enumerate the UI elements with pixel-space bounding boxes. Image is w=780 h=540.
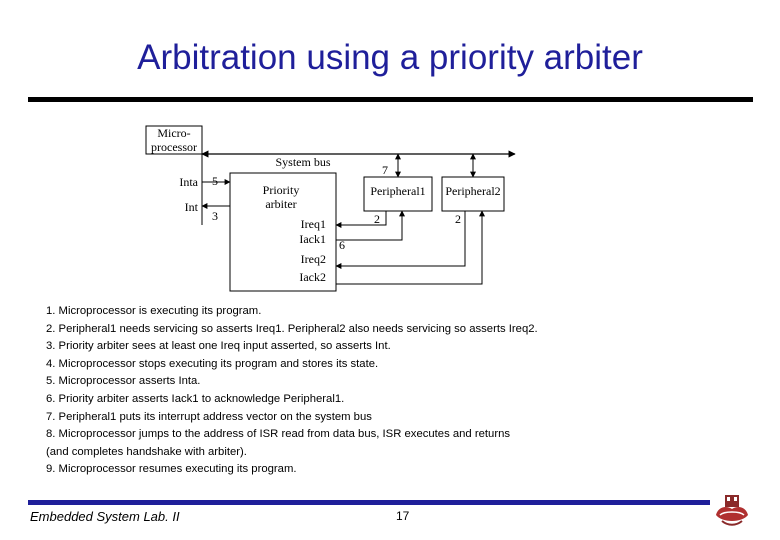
iack2-label: Iack2 bbox=[299, 270, 326, 284]
peripheral2-label: Peripheral2 bbox=[445, 184, 501, 198]
inta-label: Inta bbox=[179, 175, 198, 189]
system-bus-label: System bus bbox=[275, 155, 331, 169]
arbiter-label-1: Priority bbox=[262, 183, 300, 197]
step-2b-label: 2 bbox=[455, 212, 461, 226]
step-item: 8. Microprocessor jumps to the address of ISR read from data bus, ISR executes and returns bbox=[46, 428, 511, 441]
slide-title: Arbitration using a priority arbiter bbox=[137, 38, 643, 77]
step-item: (and completes handshake with arbiter). bbox=[46, 445, 247, 458]
step-item: 1. Microprocessor is executing its program. bbox=[46, 305, 262, 317]
step-item: 5. Microprocessor asserts Inta. bbox=[46, 375, 201, 388]
step-5-label: 5 bbox=[212, 174, 218, 188]
step-item: 7. Peripheral1 puts its interrupt address vector on the system bus bbox=[46, 410, 372, 423]
step-7-label: 7 bbox=[382, 163, 388, 177]
iack1-label: Iack1 bbox=[299, 232, 326, 246]
step-item: 2. Peripheral1 needs servicing so asserts Ireq1. Peripheral2 also needs servicing so asserts Ireq2. bbox=[46, 322, 538, 335]
ireq2-label: Ireq2 bbox=[300, 252, 326, 266]
step-item: 3. Priority arbiter sees at least one Ireq input asserted, so asserts Int. bbox=[46, 340, 391, 353]
peripheral1-label: Peripheral1 bbox=[370, 184, 426, 198]
footer-course-name: Embedded System Lab. II bbox=[30, 509, 180, 524]
university-logo-icon bbox=[712, 493, 752, 529]
ireq1-label: Ireq1 bbox=[300, 217, 326, 231]
int-label: Int bbox=[184, 200, 198, 214]
ireq2-line bbox=[336, 211, 465, 266]
microprocessor-label-2: processor bbox=[151, 140, 197, 154]
step-6-label: 6 bbox=[339, 238, 345, 252]
step-item: 4. Microprocessor stops executing its program and stores its state. bbox=[46, 357, 379, 370]
step-2a-label: 2 bbox=[374, 212, 380, 226]
step-item: 9. Microprocessor resumes executing its program. bbox=[46, 463, 297, 476]
arbiter-label-2: arbiter bbox=[265, 197, 297, 211]
page-number: 17 bbox=[396, 509, 410, 523]
footer-divider bbox=[28, 500, 710, 505]
step-item: 6. Priority arbiter asserts Iack1 to acknowledge Peripheral1. bbox=[46, 392, 345, 405]
step-list bbox=[46, 303, 538, 479]
step-3-label: 3 bbox=[212, 209, 218, 223]
microprocessor-label-1: Micro- bbox=[157, 126, 191, 140]
